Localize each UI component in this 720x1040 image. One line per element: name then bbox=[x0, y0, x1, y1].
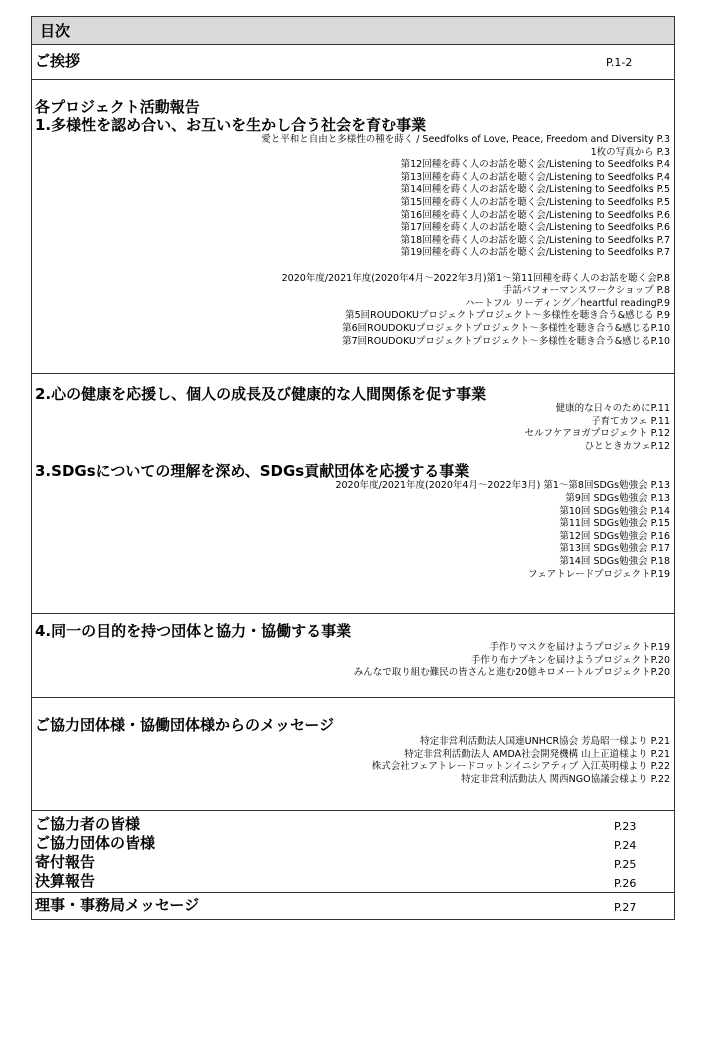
messages-section bbox=[32, 698, 674, 811]
summary-row[interactable] bbox=[32, 853, 674, 872]
section2-title[interactable]: 2.心の健康を応援し、個人の成長及び健康的な人間関係を促す事業 bbox=[35, 385, 487, 403]
table-of-contents bbox=[31, 16, 675, 920]
list-item[interactable]: 特定非営利活動法人 関西NGO協議会様より P.22 bbox=[461, 773, 670, 785]
closing-page: P.27 bbox=[614, 901, 637, 914]
toc-header: 目次 bbox=[32, 17, 674, 45]
summary-row[interactable] bbox=[32, 815, 674, 834]
messages-title[interactable]: ご協力団体様・協働団体様からのメッセージ bbox=[35, 716, 335, 734]
summary-label: ご協力者の皆様 bbox=[35, 815, 141, 833]
list-item[interactable]: 第9回 SDGs勉強会 P.13 bbox=[565, 492, 670, 504]
list-item[interactable]: 第17回種を蒔く人のお話を聴く会/Listening to Seedfolks P.6 bbox=[400, 222, 670, 234]
list-item[interactable]: フェアトレードプロジェクトP.19 bbox=[528, 568, 670, 580]
list-item[interactable]: 第14回種を蒔く人のお話を聴く会/Listening to Seedfolks P.5 bbox=[400, 184, 670, 196]
list-item[interactable]: 第12回 SDGs勉強会 P.16 bbox=[559, 530, 670, 542]
list-item[interactable]: 第6回ROUDOKUプロジェクトプロジェクト～多様性を聴き合う&感じるP.10 bbox=[342, 322, 670, 334]
greeting-page: P.1-2 bbox=[606, 56, 633, 69]
list-item[interactable]: 第16回種を蒔く人のお話を聴く会/Listening to Seedfolks P.6 bbox=[400, 209, 670, 221]
list-item[interactable]: 株式会社フェアトレードコットンイニシアティブ 入江英明様より P.22 bbox=[371, 761, 670, 773]
list-item[interactable]: 2020年度/2021年度(2020年4月～2022年3月)第1～第11回種を蒔く人のお話を聴く会P.8 bbox=[281, 272, 670, 284]
list-item[interactable]: 第13回 SDGs勉強会 P.17 bbox=[559, 543, 670, 555]
list-item[interactable]: 第7回ROUDOKUプロジェクトプロジェクト～多様性を聴き合う&感じるP.10 bbox=[342, 335, 670, 347]
list-item[interactable]: 第5回ROUDOKUプロジェクトプロジェクト～多様性を聴き合う&感じる P.9 bbox=[345, 310, 670, 322]
reports-heading: 各プロジェクト活動報告 bbox=[35, 98, 200, 116]
list-item[interactable]: 第14回 SDGs勉強会 P.18 bbox=[559, 555, 670, 567]
list-item[interactable]: 特定非営利活動法人国連UNHCR協会 芳島昭一様より P.21 bbox=[420, 736, 670, 747]
summary-page: P.23 bbox=[614, 820, 637, 833]
greeting-section bbox=[32, 45, 674, 80]
list-item[interactable]: 第19回種を蒔く人のお話を聴く会/Listening to Seedfolks P.7 bbox=[400, 247, 670, 259]
section3-title[interactable]: 3.SDGsについての理解を深め、SDGs貢献団体を応援する事業 bbox=[35, 462, 470, 481]
summary-row[interactable] bbox=[32, 872, 674, 891]
summary-label: 寄付報告 bbox=[35, 853, 96, 871]
section4-title[interactable]: 4.同一の目的を持つ団体と協力・協働する事業 bbox=[35, 622, 352, 640]
list-item[interactable]: 第13回種を蒔く人のお話を聴く会/Listening to Seedfolks P.4 bbox=[400, 171, 670, 183]
summary-row[interactable] bbox=[32, 834, 674, 853]
reports-section-2-3 bbox=[32, 374, 674, 614]
list-item[interactable]: 子育てカフェ P.11 bbox=[591, 415, 670, 427]
summary-section bbox=[32, 811, 674, 893]
summary-label: ご協力団体の皆様 bbox=[35, 834, 156, 852]
section1-list bbox=[32, 134, 674, 348]
list-item[interactable]: 第18回種を蒔く人のお話を聴く会/Listening to Seedfolks P.7 bbox=[400, 234, 670, 246]
greeting-title[interactable]: ご挨拶 bbox=[35, 52, 81, 70]
list-item[interactable]: ハートフル リーディング／heartful readingP.9 bbox=[464, 297, 670, 309]
summary-label: 決算報告 bbox=[35, 872, 96, 890]
list-item[interactable]: 第11回 SDGs勉強会 P.15 bbox=[559, 518, 670, 530]
list-item[interactable]: 健康的な日々のためにP.11 bbox=[555, 403, 670, 414]
list-item[interactable]: みんなで取り組む難民の皆さんと進む20億キロメートルプロジェクトP.20 bbox=[353, 667, 670, 679]
list-item[interactable]: 特定非営利活動法人 AMDA社会開発機構 山上正道様より P.21 bbox=[404, 748, 670, 760]
list-item[interactable]: 第12回種を蒔く人のお話を聴く会/Listening to Seedfolks P.4 bbox=[400, 159, 670, 171]
section1-title[interactable]: 1.多様性を認め合い、お互いを生かし合う社会を育む事業 bbox=[35, 116, 427, 134]
summary-page: P.24 bbox=[614, 839, 637, 852]
list-item[interactable]: セルフケアヨガプロジェクト P.12 bbox=[524, 428, 670, 440]
closing-label: 理事・事務局メッセージ bbox=[35, 896, 200, 914]
reports-section-1 bbox=[32, 80, 674, 374]
summary-page: P.26 bbox=[614, 877, 637, 890]
closing-section bbox=[32, 893, 674, 920]
list-item[interactable]: 第15回種を蒔く人のお話を聴く会/Listening to Seedfolks P.5 bbox=[400, 196, 670, 208]
list-item[interactable]: 手話パフォーマンスワークショップ P.8 bbox=[502, 285, 670, 297]
closing-row[interactable] bbox=[32, 896, 674, 915]
list-item[interactable]: 愛と平和と自由と多様性の種を蒔く / Seedfolks of Love, Peace, Freedom and Diversity P.3 bbox=[261, 134, 670, 145]
list-item[interactable]: 1枚の写真から P.3 bbox=[590, 146, 670, 158]
list-item[interactable]: 手作り布ナプキンを届けようプロジェクトP.20 bbox=[470, 654, 670, 666]
list-item[interactable]: 2020年度/2021年度(2020年4月～2022年3月) 第1～第8回SDGs勉強会 P.13 bbox=[335, 480, 670, 492]
list-item[interactable]: 手作りマスクを届けようプロジェクトP.19 bbox=[489, 642, 670, 653]
list-item[interactable]: ひとときカフェP.12 bbox=[584, 440, 670, 452]
list-item[interactable]: 第10回 SDGs勉強会 P.14 bbox=[559, 505, 670, 517]
summary-page: P.25 bbox=[614, 858, 637, 871]
reports-section-4 bbox=[32, 614, 674, 698]
